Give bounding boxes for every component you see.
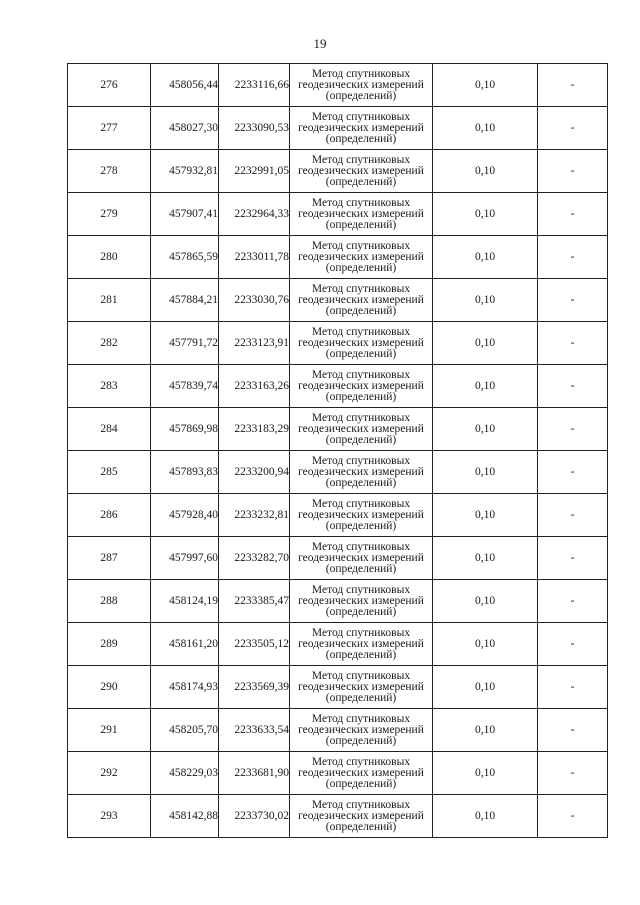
method-cell: Метод спутниковых геодезических измерений (определений) <box>290 709 433 752</box>
y-coordinate-cell: 2233569,39 <box>219 666 290 709</box>
y-coordinate-cell: 2233730,02 <box>219 795 290 838</box>
note-cell: - <box>538 666 608 709</box>
note-cell: - <box>538 623 608 666</box>
accuracy-cell: 0,10 <box>433 537 538 580</box>
y-coordinate-cell: 2233681,90 <box>219 752 290 795</box>
x-coordinate-cell: 458056,44 <box>151 64 219 107</box>
accuracy-cell: 0,10 <box>433 408 538 451</box>
method-cell: Метод спутниковых геодезических измерений (определений) <box>290 537 433 580</box>
y-coordinate-cell: 2233282,70 <box>219 537 290 580</box>
point-number-cell: 288 <box>68 580 151 623</box>
note-cell: - <box>538 408 608 451</box>
table-row <box>68 537 608 580</box>
note-cell: - <box>538 322 608 365</box>
point-number-cell: 285 <box>68 451 151 494</box>
method-cell: Метод спутниковых геодезических измерений (определений) <box>290 279 433 322</box>
x-coordinate-cell: 457932,81 <box>151 150 219 193</box>
y-coordinate-cell: 2232964,33 <box>219 193 290 236</box>
table-row <box>68 666 608 709</box>
point-number-cell: 293 <box>68 795 151 838</box>
point-number-cell: 287 <box>68 537 151 580</box>
note-cell: - <box>538 365 608 408</box>
point-number-cell: 279 <box>68 193 151 236</box>
x-coordinate-cell: 458142,88 <box>151 795 219 838</box>
accuracy-cell: 0,10 <box>433 623 538 666</box>
table-row <box>68 451 608 494</box>
accuracy-cell: 0,10 <box>433 107 538 150</box>
note-cell: - <box>538 537 608 580</box>
method-cell: Метод спутниковых геодезических измерений (определений) <box>290 666 433 709</box>
point-number-cell: 292 <box>68 752 151 795</box>
method-cell: Метод спутниковых геодезических измерений (определений) <box>290 580 433 623</box>
method-cell: Метод спутниковых геодезических измерений (определений) <box>290 193 433 236</box>
y-coordinate-cell: 2233011,78 <box>219 236 290 279</box>
x-coordinate-cell: 457893,83 <box>151 451 219 494</box>
table-row <box>68 150 608 193</box>
table-row <box>68 279 608 322</box>
point-number-cell: 282 <box>68 322 151 365</box>
point-number-cell: 278 <box>68 150 151 193</box>
note-cell: - <box>538 150 608 193</box>
accuracy-cell: 0,10 <box>433 752 538 795</box>
y-coordinate-cell: 2233183,29 <box>219 408 290 451</box>
table-row <box>68 623 608 666</box>
coordinates-table-body <box>68 64 608 838</box>
x-coordinate-cell: 457865,59 <box>151 236 219 279</box>
point-number-cell: 291 <box>68 709 151 752</box>
table-row <box>68 494 608 537</box>
note-cell: - <box>538 795 608 838</box>
x-coordinate-cell: 458205,70 <box>151 709 219 752</box>
accuracy-cell: 0,10 <box>433 494 538 537</box>
method-cell: Метод спутниковых геодезических измерений (определений) <box>290 494 433 537</box>
table-row <box>68 752 608 795</box>
method-cell: Метод спутниковых геодезических измерений (определений) <box>290 150 433 193</box>
accuracy-cell: 0,10 <box>433 322 538 365</box>
point-number-cell: 284 <box>68 408 151 451</box>
x-coordinate-cell: 458027,30 <box>151 107 219 150</box>
accuracy-cell: 0,10 <box>433 580 538 623</box>
y-coordinate-cell: 2233633,54 <box>219 709 290 752</box>
x-coordinate-cell: 458161,20 <box>151 623 219 666</box>
accuracy-cell: 0,10 <box>433 795 538 838</box>
method-cell: Метод спутниковых геодезических измерений (определений) <box>290 322 433 365</box>
y-coordinate-cell: 2233116,66 <box>219 64 290 107</box>
x-coordinate-cell: 457997,60 <box>151 537 219 580</box>
y-coordinate-cell: 2233030,76 <box>219 279 290 322</box>
table-row <box>68 193 608 236</box>
note-cell: - <box>538 580 608 623</box>
table-row <box>68 709 608 752</box>
table-row <box>68 408 608 451</box>
y-coordinate-cell: 2233385,47 <box>219 580 290 623</box>
x-coordinate-cell: 457791,72 <box>151 322 219 365</box>
point-number-cell: 289 <box>68 623 151 666</box>
y-coordinate-cell: 2233200,94 <box>219 451 290 494</box>
y-coordinate-cell: 2233232,81 <box>219 494 290 537</box>
method-cell: Метод спутниковых геодезических измерений (определений) <box>290 64 433 107</box>
y-coordinate-cell: 2233163,26 <box>219 365 290 408</box>
note-cell: - <box>538 451 608 494</box>
table-row <box>68 795 608 838</box>
accuracy-cell: 0,10 <box>433 150 538 193</box>
note-cell: - <box>538 193 608 236</box>
x-coordinate-cell: 457839,74 <box>151 365 219 408</box>
note-cell: - <box>538 64 608 107</box>
method-cell: Метод спутниковых геодезических измерений (определений) <box>290 236 433 279</box>
x-coordinate-cell: 457884,21 <box>151 279 219 322</box>
x-coordinate-cell: 458124,19 <box>151 580 219 623</box>
point-number-cell: 290 <box>68 666 151 709</box>
method-cell: Метод спутниковых геодезических измерений (определений) <box>290 365 433 408</box>
method-cell: Метод спутниковых геодезических измерений (определений) <box>290 107 433 150</box>
method-cell: Метод спутниковых геодезических измерений (определений) <box>290 623 433 666</box>
point-number-cell: 280 <box>68 236 151 279</box>
x-coordinate-cell: 457928,40 <box>151 494 219 537</box>
table-row <box>68 107 608 150</box>
table-row <box>68 236 608 279</box>
x-coordinate-cell: 457907,41 <box>151 193 219 236</box>
note-cell: - <box>538 279 608 322</box>
note-cell: - <box>538 752 608 795</box>
y-coordinate-cell: 2233505,12 <box>219 623 290 666</box>
note-cell: - <box>538 236 608 279</box>
note-cell: - <box>538 107 608 150</box>
accuracy-cell: 0,10 <box>433 279 538 322</box>
point-number-cell: 277 <box>68 107 151 150</box>
table-row <box>68 322 608 365</box>
accuracy-cell: 0,10 <box>433 365 538 408</box>
method-cell: Метод спутниковых геодезических измерений (определений) <box>290 408 433 451</box>
accuracy-cell: 0,10 <box>433 64 538 107</box>
y-coordinate-cell: 2232991,05 <box>219 150 290 193</box>
note-cell: - <box>538 494 608 537</box>
x-coordinate-cell: 458174,93 <box>151 666 219 709</box>
x-coordinate-cell: 458229,03 <box>151 752 219 795</box>
point-number-cell: 276 <box>68 64 151 107</box>
accuracy-cell: 0,10 <box>433 666 538 709</box>
point-number-cell: 283 <box>68 365 151 408</box>
table-row <box>68 580 608 623</box>
point-number-cell: 286 <box>68 494 151 537</box>
table-row <box>68 365 608 408</box>
accuracy-cell: 0,10 <box>433 193 538 236</box>
accuracy-cell: 0,10 <box>433 451 538 494</box>
method-cell: Метод спутниковых геодезических измерений (определений) <box>290 752 433 795</box>
accuracy-cell: 0,10 <box>433 236 538 279</box>
coordinates-table <box>67 63 608 838</box>
x-coordinate-cell: 457869,98 <box>151 408 219 451</box>
page-number: 19 <box>313 36 327 51</box>
y-coordinate-cell: 2233090,53 <box>219 107 290 150</box>
note-cell: - <box>538 709 608 752</box>
method-cell: Метод спутниковых геодезических измерений (определений) <box>290 795 433 838</box>
point-number-cell: 281 <box>68 279 151 322</box>
table-row <box>68 64 608 107</box>
y-coordinate-cell: 2233123,91 <box>219 322 290 365</box>
accuracy-cell: 0,10 <box>433 709 538 752</box>
method-cell: Метод спутниковых геодезических измерений (определений) <box>290 451 433 494</box>
